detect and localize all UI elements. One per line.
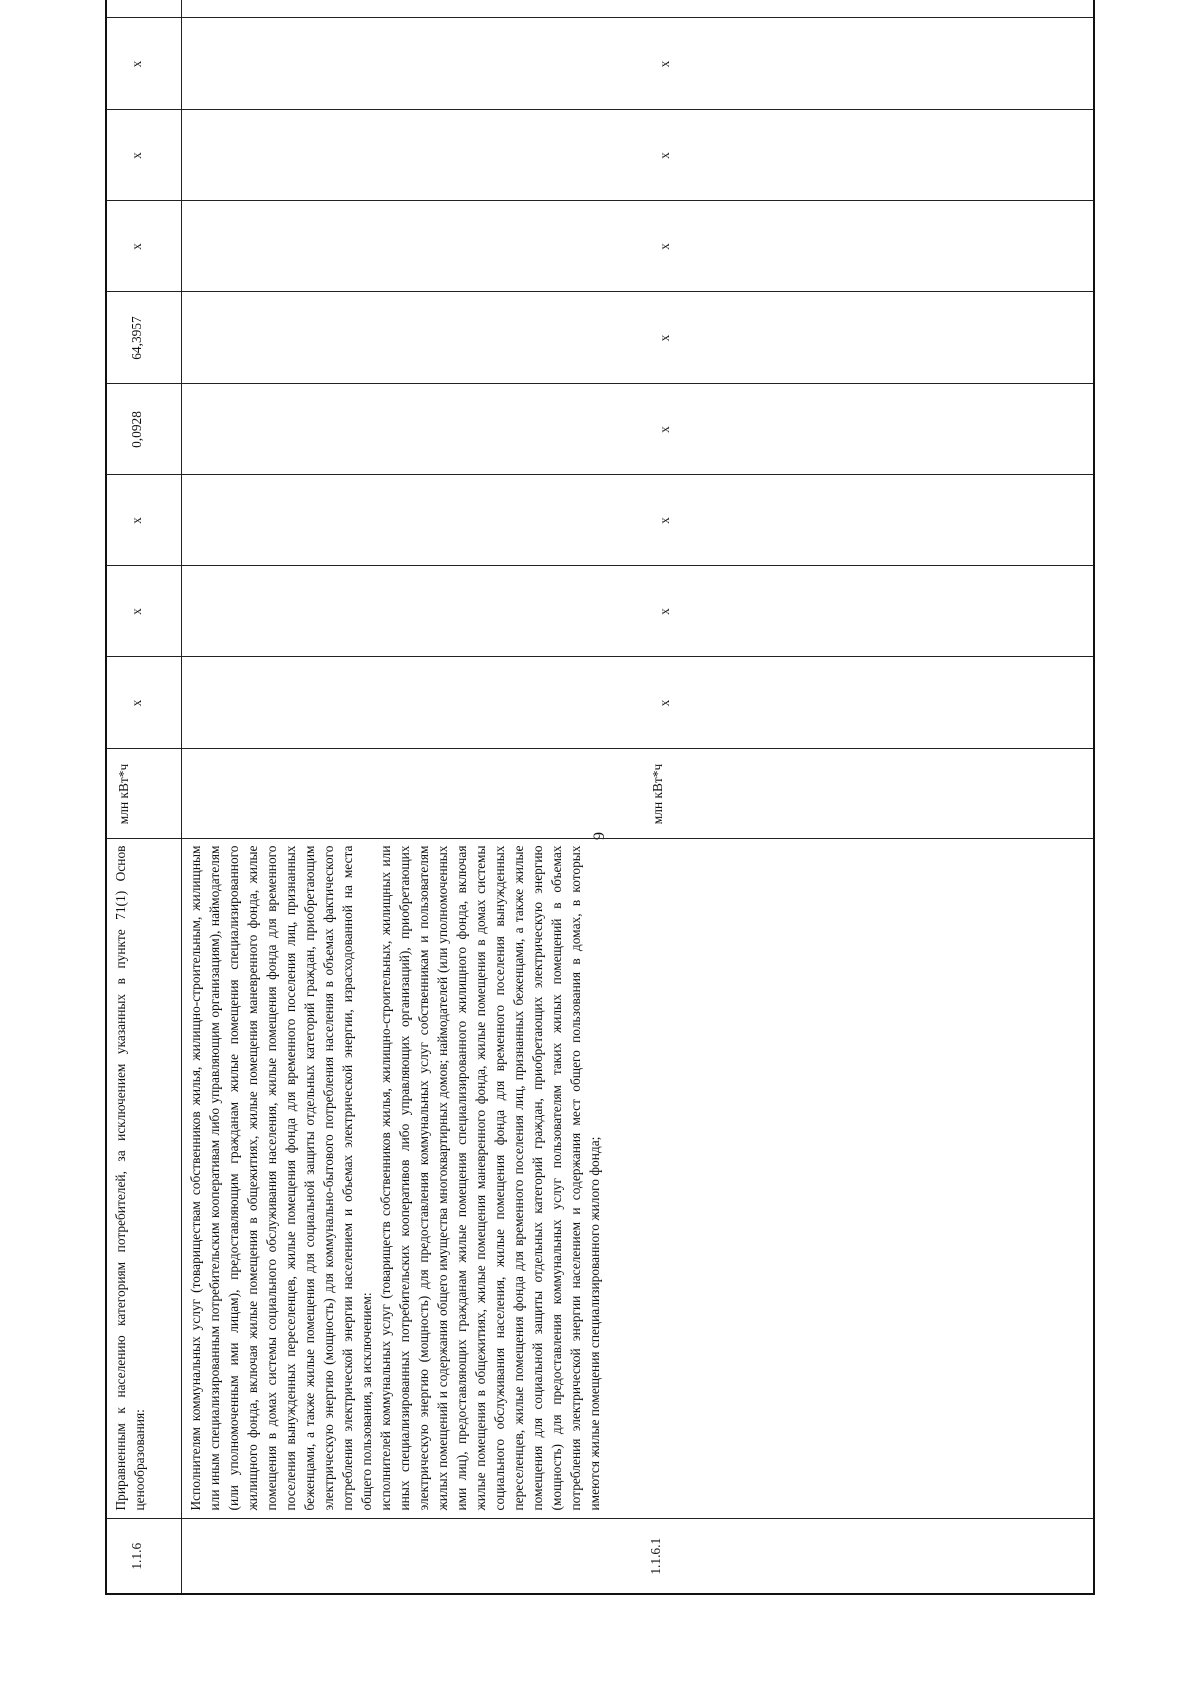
value-cell: х <box>106 201 181 292</box>
value-cell: х <box>106 566 181 657</box>
value-cell <box>106 0 181 18</box>
tariff-balance-table <box>105 0 1095 1595</box>
table-row-1-1-6-1 <box>181 0 1094 1594</box>
value-cell: х <box>181 201 1094 292</box>
value-cell: х <box>106 475 181 566</box>
page-number: 9 <box>591 832 608 840</box>
value-cell: х <box>106 110 181 201</box>
row-unit: млн кВт*ч <box>106 749 181 839</box>
value-cell: 64,3957 <box>106 292 181 384</box>
row-unit: млн кВт*ч <box>181 749 1094 839</box>
value-cell: х <box>181 657 1094 749</box>
value-cell: х <box>181 384 1094 475</box>
row-number: 1.1.6.1 <box>181 1519 1094 1594</box>
table-row-1-1-6 <box>106 0 181 1594</box>
row-number: 1.1.6 <box>106 1519 181 1594</box>
value-cell <box>181 0 1094 18</box>
row-description: Приравненным к населению категориям потребителей, за исключением указанных в пункте 71(1) Основ ценообразования: <box>106 839 181 1519</box>
exception-intro-text: Исполнителям коммунальных услуг (товариществам собственников жилья, жилищно-строительным, жилищным или иным специализированным потребительским кооперативам либо управляющим организациям), наймодателям (или уполномоченным ими лицам), предоставляющим гражданам жилые помещения специализированного жилищного фонда, включая жилые помещения в общежитиях, жилые помещения маневренного фонда, жилые помещения в домах системы социального обслуживания населения, жилые помещения фонда для временного поселения вынужденных переселенцев, жилые помещения фонда для временного поселения лиц, признанных беженцами, а также жилые помещения для социальной защиты отдельных категорий граждан, приобретающим электрическую энергию (мощность) для коммунально-бытового потребления населения в объемах фактического потребления электрической энергии населением и объемах электрической энергии, израсходованной на места общего пользования, за исключением: <box>187 845 374 1511</box>
value-cell: х <box>106 18 181 110</box>
value-cell: х <box>181 110 1094 201</box>
value-cell: 0,0928 <box>106 384 181 475</box>
value-cell: х <box>181 18 1094 110</box>
value-cell: х <box>181 292 1094 384</box>
value-cell: х <box>181 566 1094 657</box>
table-rotated-container <box>105 35 1093 1595</box>
row-description-block <box>181 839 1094 1519</box>
value-cell: х <box>106 657 181 749</box>
exception-item-text: исполнителей коммунальных услуг (товариществ собственников жилья, жилищно-строительных, жилищных или иных специализированных потребительских кооперативов либо управляющих организаций), приобретающих электрическую энергию (мощность) для предоставления коммунальных услуг собственникам и пользователям жилых помещений и содержания общего имущества многоквартирных домов; наймодателей (или уполномоченных ими лиц), предоставляющих гражданам жилые помещения специализированного жилищного фонда, включая жилые помещения в общежитиях, жилые помещения маневренного фонда, жилые помещения в домах системы социального обслуживания населения, жилые помещения фонда для временного поселения вынужденных переселенцев, жилые помещения фонда для временного поселения лиц, признанных беженцами, а также жилые помещения для социальной защиты отдельных категорий граждан, приобретающих электрическую энергию (мощность) для предоставления коммунальных услуг пользователям таких жилых помещений в объемах потребления электрической энергии населением и содержания мест общего пользования в домах, в которых имеются жилые помещения специализированного жилого фонда; <box>377 845 602 1511</box>
value-cell: х <box>181 475 1094 566</box>
